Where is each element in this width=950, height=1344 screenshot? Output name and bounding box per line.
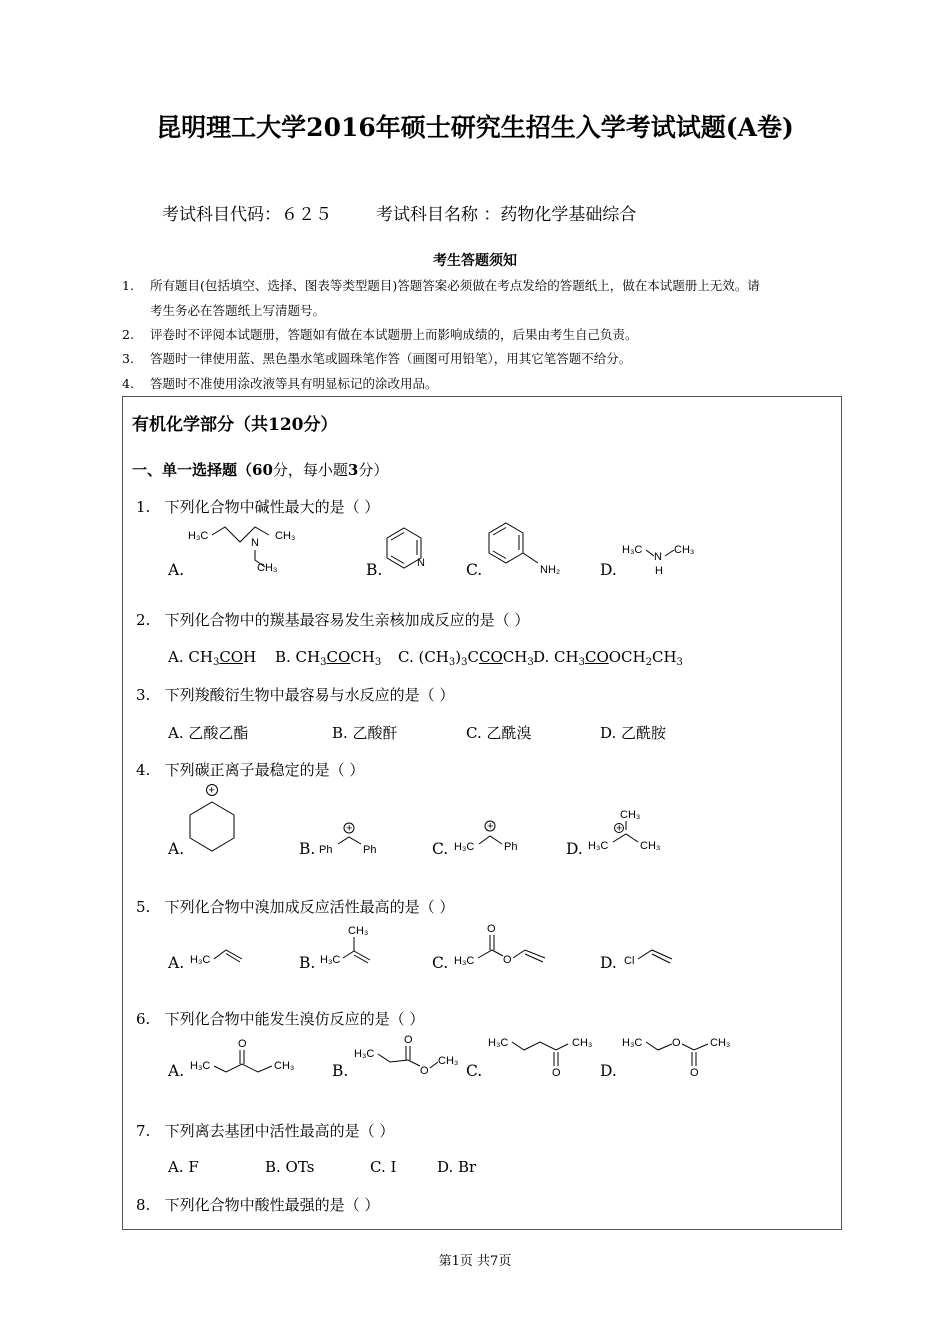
tert-butyl-cation-structure: [586, 804, 676, 860]
notice-text: 答题时不准使用涂改液等具有明显标记的涂改用品。: [150, 376, 438, 391]
label-n: N: [417, 557, 425, 569]
subject-line: [162, 200, 636, 225]
subject-code: 考试科目代码：６２５: [162, 205, 332, 225]
section-points: 60: [252, 461, 273, 479]
label-h3c: H₃C: [320, 954, 341, 966]
notice-text: 答题时一律使用蓝、黑色墨水笔或圆珠笔作答（画图可用铅笔），用其它笔答题不给分。: [150, 351, 632, 366]
section-heading: [132, 459, 388, 480]
label-h: H: [655, 565, 663, 577]
option-b: B.: [299, 954, 316, 972]
question-number: 2.: [136, 611, 151, 629]
option-c: C.: [466, 1062, 483, 1080]
option-c: C.: [432, 840, 449, 858]
question-2: [136, 609, 529, 630]
section-suffix: 分）: [358, 461, 389, 479]
label-ph: Ph: [504, 841, 518, 853]
label-h3c: H₃C: [190, 954, 211, 966]
aniline-structure: [486, 521, 576, 581]
plus-charge: +: [346, 822, 353, 835]
triethylamine-structure: [185, 520, 315, 580]
option-d: D. 乙酰胺: [600, 724, 667, 742]
ethyl-acetate-structure: [620, 1030, 740, 1080]
methyl-propanoate-structure: [352, 1032, 467, 1076]
label-o: O: [487, 923, 496, 935]
label-h3c: H₃C: [354, 1048, 375, 1060]
label-o: O: [690, 1067, 699, 1079]
option-d: D. Br: [437, 1158, 477, 1176]
question-7: [136, 1120, 394, 1141]
label-ch3: CH₃: [674, 544, 695, 556]
question-number: 6.: [136, 1010, 151, 1028]
option-b: B. 乙酸酐: [332, 724, 398, 742]
label-ch3: CH₃: [620, 809, 641, 821]
label-o: O: [404, 1034, 413, 1046]
section-mid: 分，每小题: [272, 461, 348, 479]
q2-option-a: A. $CH_3COH$: [168, 648, 257, 668]
page-footer: 第1页 共7页: [438, 1254, 512, 1269]
cyclohexyl-cation-structure: [188, 782, 240, 854]
3-pentanone-structure: [188, 1036, 303, 1076]
option-b: B.: [299, 840, 316, 858]
question-number: 3.: [136, 686, 151, 704]
question-text: 下列化合物中的羰基最容易发生亲核加成反应的是（ ）: [164, 611, 530, 629]
notice-text: 所有题目(包括填空、选择、图表等类型题目)答题答案必须做在考点发给的答题纸上，做在本试题册上无效。请: [150, 278, 760, 293]
isobutene-structure: [318, 920, 388, 970]
option-a: A. 乙酸乙酯: [168, 724, 249, 742]
option-a: A.: [168, 561, 185, 579]
question-8: [136, 1194, 379, 1215]
vinyl-chloride-structure: [622, 944, 682, 968]
label-ch3: CH₃: [572, 1037, 593, 1049]
option-b: B. OTs: [265, 1158, 315, 1176]
question-text: 下列化合物中碱性最大的是（ ）: [164, 498, 380, 516]
label-cl: Cl: [624, 955, 635, 967]
option-d: D.: [600, 1062, 617, 1080]
q2-option-d: D. $CH_3COOCH_2CH_3$: [533, 648, 683, 668]
label-n: N: [654, 551, 662, 563]
plus-charge: +: [487, 820, 494, 833]
section-prefix: 一、单一选择题（: [132, 461, 253, 479]
notice-num: 4.: [122, 376, 134, 391]
question-6: [136, 1008, 424, 1029]
notice-text: 评卷时不评阅本试题册，答题如有做在本试题册上而影响成绩的，后果由考生自己负责。: [150, 327, 638, 342]
notice-num: 3.: [122, 351, 134, 366]
notice-num: 1.: [122, 278, 134, 293]
label-o: O: [238, 1038, 247, 1050]
notice-text: 考生务必在答题纸上写清题号。: [150, 303, 326, 318]
question-text: 下列羧酸衍生物中最容易与水反应的是（ ）: [164, 686, 455, 704]
question-number: 4.: [136, 761, 151, 779]
label-n: N: [251, 537, 259, 549]
vinyl-acetate-structure: [452, 920, 552, 970]
label-h3c: H₃C: [454, 955, 475, 967]
label-h3c: H₃C: [588, 840, 609, 852]
pyridine-structure: [384, 526, 434, 576]
question-text: 下列离去基团中活性最高的是（ ）: [164, 1122, 395, 1140]
option-d: D.: [600, 954, 617, 972]
label-h3c: H₃C: [622, 1037, 643, 1049]
option-c: C.: [432, 954, 449, 972]
2-pentanone-structure: [486, 1030, 601, 1080]
propene-structure: [188, 944, 248, 968]
notice-title: 考生答题须知: [433, 253, 517, 269]
question-4: [136, 759, 364, 780]
label-h3c: H₃C: [454, 841, 475, 853]
label-ph: Ph: [363, 844, 377, 856]
option-c: C. 乙酰溴: [466, 724, 532, 742]
label-o: O: [552, 1067, 561, 1079]
option-a: A.: [168, 1062, 185, 1080]
exam-title: 昆明理工大学2016年硕士研究生招生入学考试试题(A卷): [156, 113, 794, 142]
question-3: [136, 684, 454, 705]
label-ch3: CH₃: [257, 562, 278, 574]
question-text: 下列化合物中酸性最强的是（ ）: [164, 1196, 380, 1214]
dimethylamine-structure: [620, 538, 710, 578]
plus-charge: +: [208, 784, 215, 797]
subject-name: 考试科目名称 ：药物化学基础综合: [376, 205, 637, 225]
question-5: [136, 896, 454, 917]
question-number: 7.: [136, 1122, 151, 1140]
option-d: D.: [600, 561, 617, 579]
question-text: 下列碳正离子最稳定的是（ ）: [164, 761, 365, 779]
label-ch3: CH₃: [348, 925, 369, 937]
label-ch3: CH₃: [274, 1060, 295, 1072]
notice-num: 2.: [122, 327, 134, 342]
q2-option-b: B. $CH_3COCH_3$: [275, 648, 382, 668]
label-nh2: NH₂: [540, 564, 561, 576]
option-a: A. F: [168, 1158, 199, 1176]
q2-option-c: C. $(CH_3)_3CCOCH_3$: [398, 648, 534, 668]
label-ch3: CH₃: [640, 840, 661, 852]
question-1: [136, 496, 379, 517]
label-ch3: CH₃: [275, 530, 296, 542]
question-number: 5.: [136, 898, 151, 916]
question-number: 1.: [136, 498, 151, 516]
option-a: A.: [168, 840, 185, 858]
question-text: 下列化合物中能发生溴仿反应的是（ ）: [164, 1010, 425, 1028]
label-o: O: [672, 1037, 681, 1049]
option-c: C. I: [370, 1158, 397, 1176]
label-ch3: CH₃: [438, 1055, 459, 1067]
option-c: C.: [466, 561, 483, 579]
label-h3c: H₃C: [188, 530, 209, 542]
part-title: 有机化学部分（共120分）: [132, 415, 338, 435]
question-text: 下列化合物中溴加成反应活性最高的是（ ）: [164, 898, 455, 916]
diphenylmethyl-cation-structure: [318, 820, 388, 860]
label-h3c: H₃C: [190, 1060, 211, 1072]
label-h3c: H₃C: [488, 1037, 509, 1049]
label-ph: Ph: [319, 844, 333, 856]
option-b: B.: [332, 1062, 349, 1080]
label-h3c: H₃C: [622, 544, 643, 556]
label-o: O: [503, 954, 512, 966]
label-ch3: CH₃: [710, 1037, 731, 1049]
question-number: 8.: [136, 1196, 151, 1214]
label-o: O: [420, 1065, 429, 1077]
phenylethyl-cation-structure: [452, 818, 532, 858]
option-a: A.: [168, 954, 185, 972]
plus-charge: +: [616, 822, 623, 835]
option-b: B.: [366, 561, 383, 579]
section-each: 3: [347, 461, 359, 479]
option-d: D.: [566, 840, 583, 858]
